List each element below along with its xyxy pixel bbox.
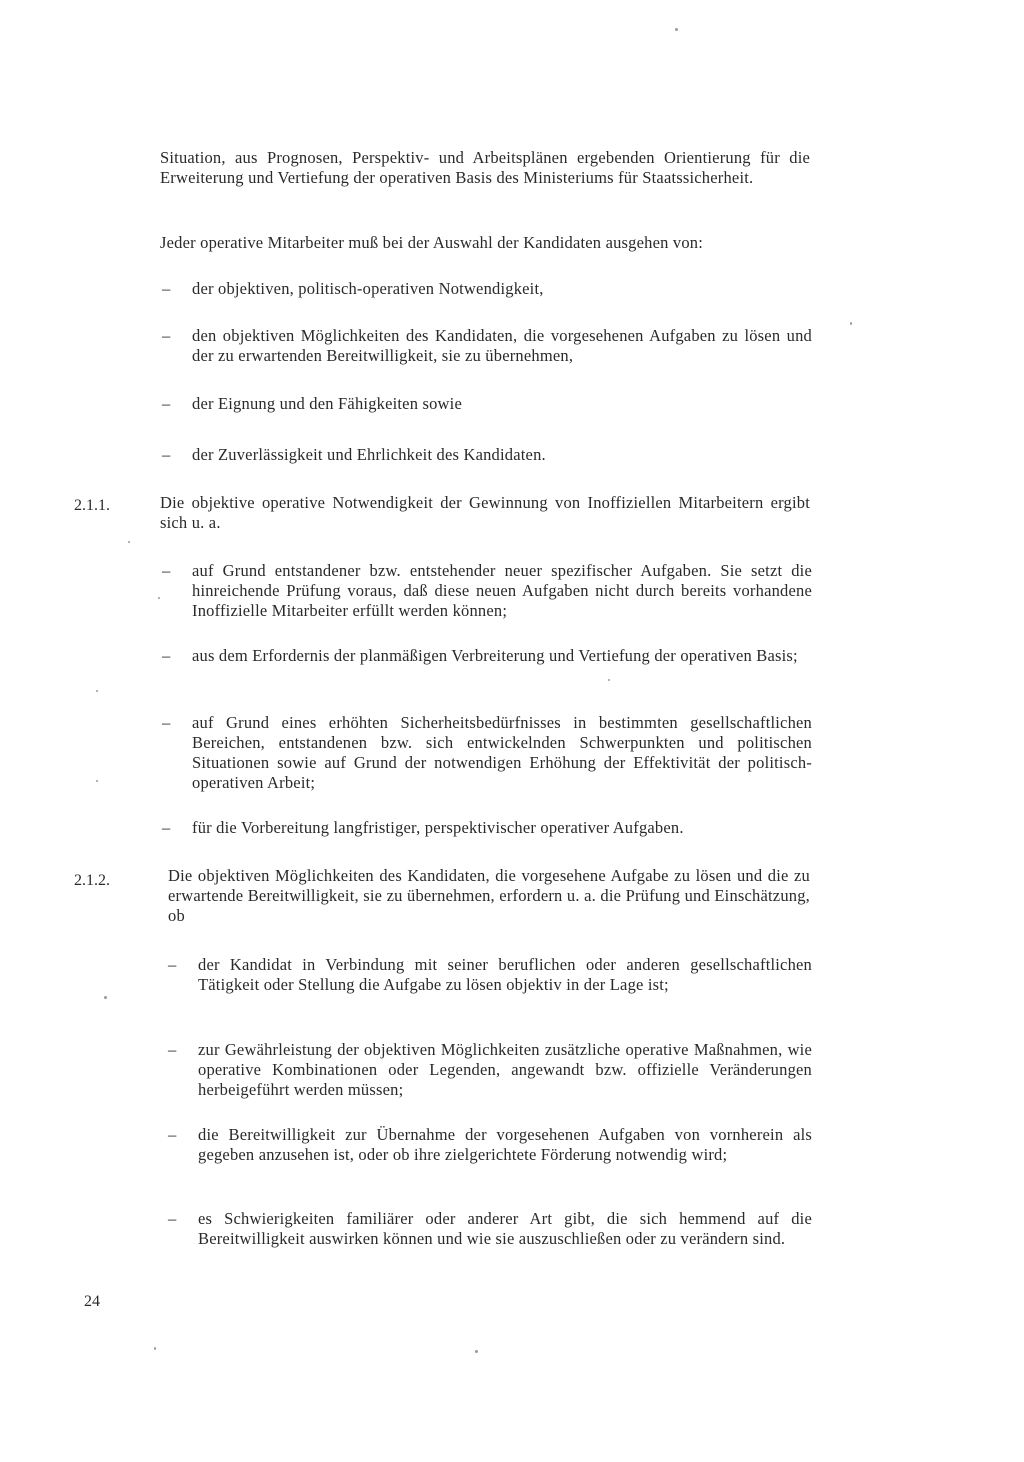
bullet-dash: –	[162, 818, 171, 837]
section-heading: Die objektiven Möglichkeiten des Kandidaten, die vorgesehene Aufgabe zu lösen und die zu erwartende Bereitwilligkeit, sie zu übernehmen, erfordern u. a. die Prüfung und Einschätzung, ob	[168, 866, 810, 925]
list-item	[168, 955, 812, 995]
bullet-dash: –	[168, 1125, 177, 1144]
criteria-item	[162, 394, 812, 414]
section-number: 2.1.2.	[74, 872, 110, 889]
criteria-item	[162, 279, 812, 299]
list-item	[162, 561, 812, 621]
list-item	[168, 1125, 812, 1165]
list-item-text: auf Grund eines erhöhten Sicherheitsbedürfnisses in bestimmten gesellschaftlichen Bereichen, entstandenen bzw. sich entwickelnden Schwerpunkten und politischen Situationen sowie auf Grund der notwendigen Erhöhung der Effektivität der politisch-operativen Arbeit;	[192, 713, 812, 792]
scan-speck	[104, 996, 107, 999]
bullet-dash: –	[162, 713, 171, 732]
scan-speck	[96, 780, 98, 782]
bullet-dash: –	[162, 646, 171, 665]
criteria-item	[162, 326, 812, 366]
bullet-dash: –	[168, 1040, 177, 1059]
list-item	[162, 646, 812, 666]
bullet-dash: –	[162, 279, 171, 298]
scan-speck	[128, 541, 130, 543]
section-number: 2.1.1.	[74, 497, 110, 514]
criteria-item-text: der Eignung und den Fähigkeiten sowie	[192, 394, 462, 413]
scan-speck	[96, 690, 98, 692]
criteria-item-text: der objektiven, politisch-operativen Notwendigkeit,	[192, 279, 544, 298]
list-item-text: es Schwierigkeiten familiärer oder anderer Art gibt, die sich hemmend auf die Bereitwilligkeit auswirken können und wie sie auszuschließen oder zu verändern sind.	[198, 1209, 812, 1248]
page-number: 24	[84, 1293, 100, 1310]
list-item-text: der Kandidat in Verbindung mit seiner beruflichen oder anderen gesellschaftlichen Tätigkeit oder Stellung die Aufgabe zu lösen objektiv in der Lage ist;	[198, 955, 812, 994]
lead-sentence: Jeder operative Mitarbeiter muß bei der Auswahl der Kandidaten ausgehen von:	[160, 233, 704, 252]
list-item	[168, 1209, 812, 1249]
scan-speck	[608, 679, 610, 681]
criteria-item-text: den objektiven Möglichkeiten des Kandidaten, die vorgesehenen Aufgaben zu lösen und der zu erwartenden Bereitwilligkeit, sie zu übernehmen,	[192, 326, 812, 365]
list-item-text: auf Grund entstandener bzw. entstehender neuer spezifischer Aufgaben. Sie setzt die hinreichende Prüfung voraus, daß diese neuen Aufgaben nicht durch bereits vorhandene Inoffizielle Mitarbeiter erfüllt werden können;	[192, 561, 812, 620]
scan-speck	[850, 322, 852, 325]
list-item-text: aus dem Erfordernis der planmäßigen Verbreiterung und Vertiefung der operativen Basis;	[192, 646, 798, 665]
list-item	[162, 818, 812, 838]
bullet-dash: –	[162, 326, 171, 345]
scan-speck	[675, 28, 678, 31]
criteria-item	[162, 445, 812, 465]
intro-paragraph: Situation, aus Prognosen, Perspektiv- und Arbeitsplänen ergebenden Orientierung für die Erweiterung und Vertiefung der operativen Basis des Ministeriums für Staatssicherheit.	[160, 148, 810, 187]
list-item	[162, 713, 812, 793]
section-heading: Die objektive operative Notwendigkeit der Gewinnung von Inoffiziellen Mitarbeitern ergibt sich u. a.	[160, 493, 810, 532]
bullet-dash: –	[162, 445, 171, 464]
scan-speck	[475, 1350, 478, 1353]
criteria-item-text: der Zuverlässigkeit und Ehrlichkeit des Kandidaten.	[192, 445, 546, 464]
bullet-dash: –	[162, 561, 171, 580]
list-item	[168, 1040, 812, 1100]
scan-speck	[158, 597, 160, 599]
list-item-text: für die Vorbereitung langfristiger, perspektivischer operativer Aufgaben.	[192, 818, 684, 837]
list-item-text: die Bereitwilligkeit zur Übernahme der vorgesehenen Aufgaben von vornherein als gegeben anzusehen ist, oder ob ihre zielgerichtete Förderung notwendig wird;	[198, 1125, 812, 1164]
list-item-text: zur Gewährleistung der objektiven Möglichkeiten zusätzliche operative Maßnahmen, wie operative Kombinationen oder Legenden, angewandt bzw. offizielle Veränderungen herbeigeführt werden müssen;	[198, 1040, 812, 1099]
bullet-dash: –	[168, 1209, 177, 1228]
bullet-dash: –	[168, 955, 177, 974]
bullet-dash: –	[162, 394, 171, 413]
scan-speck	[154, 1347, 156, 1350]
